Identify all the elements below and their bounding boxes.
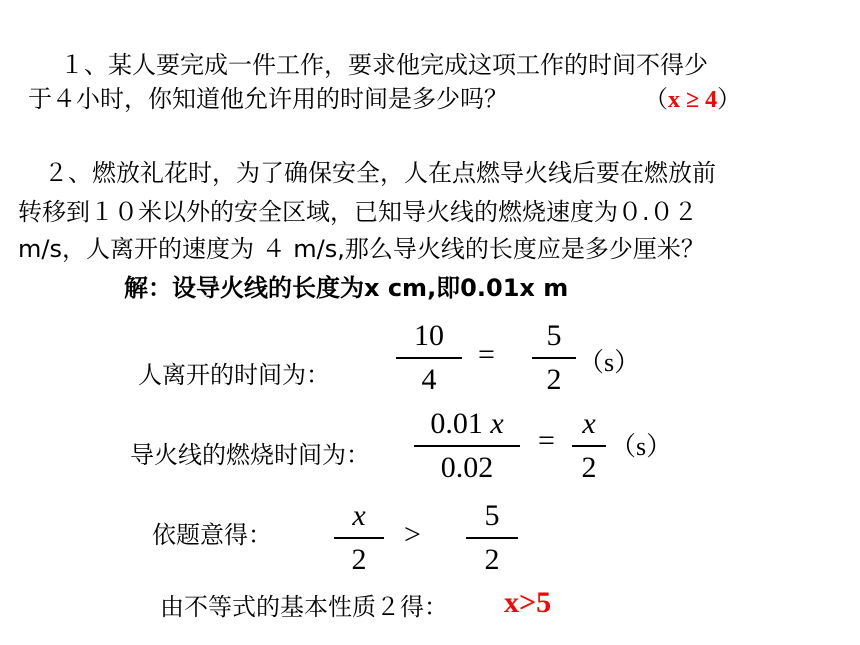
fraction-denominator: 2: [484, 543, 500, 576]
fuse-time-label: 导火线的燃烧时间为：: [130, 441, 370, 469]
fraction-001x-over-002: [414, 406, 520, 486]
fraction-10-over-4: [396, 318, 462, 398]
unit-seconds: （s）: [610, 432, 673, 461]
fraction-bar: [334, 537, 384, 539]
solution-intro: 解：设导火线的长度为x cm,即0.01x m: [124, 274, 569, 302]
fraction-bar: [396, 357, 462, 359]
fraction-bar: [414, 445, 520, 447]
condition-label: 依题意得：: [152, 521, 272, 549]
conclusion-result: x>5: [504, 586, 552, 619]
conclusion-text: 由不等式的基本性质２得：: [160, 593, 448, 621]
fraction-bar: [532, 357, 576, 359]
unit-seconds: （s）: [578, 348, 641, 377]
fraction-denominator: 2: [351, 543, 367, 576]
equals-sign: =: [538, 424, 555, 457]
problem2-line2: 转移到１０米以外的安全区域，已知导火线的燃烧速度为０.０２: [18, 198, 698, 226]
numerator-coefficient: 0.01: [430, 407, 483, 440]
fraction-numerator: 5: [484, 499, 500, 532]
answer-open-paren: （: [644, 85, 668, 113]
fraction-numerator: 10: [414, 319, 444, 352]
fraction-denominator: 2: [546, 363, 562, 396]
equals-sign: =: [478, 338, 495, 371]
fraction-x-over-2: [572, 406, 606, 486]
greater-than-sign: >: [404, 518, 421, 551]
fraction-bar: [572, 445, 606, 447]
problem1-line2: 于４小时，你知道他允许用的时间是多少吗？: [28, 85, 508, 113]
fraction-5-over-2: [466, 498, 518, 578]
fraction-x-over-2: [334, 498, 384, 578]
fraction-bar: [466, 537, 518, 539]
numerator-variable: x: [490, 407, 504, 440]
fraction-denominator: 0.02: [440, 451, 494, 484]
person-time-label: 人离开的时间为：: [138, 361, 330, 389]
problem1-line1: １、某人要完成一件工作，要求他完成这项工作的时间不得少: [60, 51, 708, 79]
fraction-denominator: 2: [581, 451, 597, 484]
fraction-denominator: 4: [421, 363, 437, 396]
problem2-line3: m/s，人离开的速度为 ４ m/s,那么导火线的长度应是多少厘米？: [18, 235, 705, 263]
answer-close-paren: ）: [717, 85, 742, 113]
fraction-numerator: x: [582, 407, 596, 440]
answer-value: x ≥ 4: [668, 87, 718, 113]
fraction-numerator: [414, 406, 520, 442]
problem1-answer: [644, 84, 741, 115]
problem2-line1: ２、燃放礼花时，为了确保安全，人在点燃导火线后要在燃放前: [44, 159, 716, 187]
fraction-numerator: 5: [546, 319, 562, 352]
fraction-numerator: x: [352, 499, 366, 532]
fraction-5-over-2: [532, 318, 576, 398]
